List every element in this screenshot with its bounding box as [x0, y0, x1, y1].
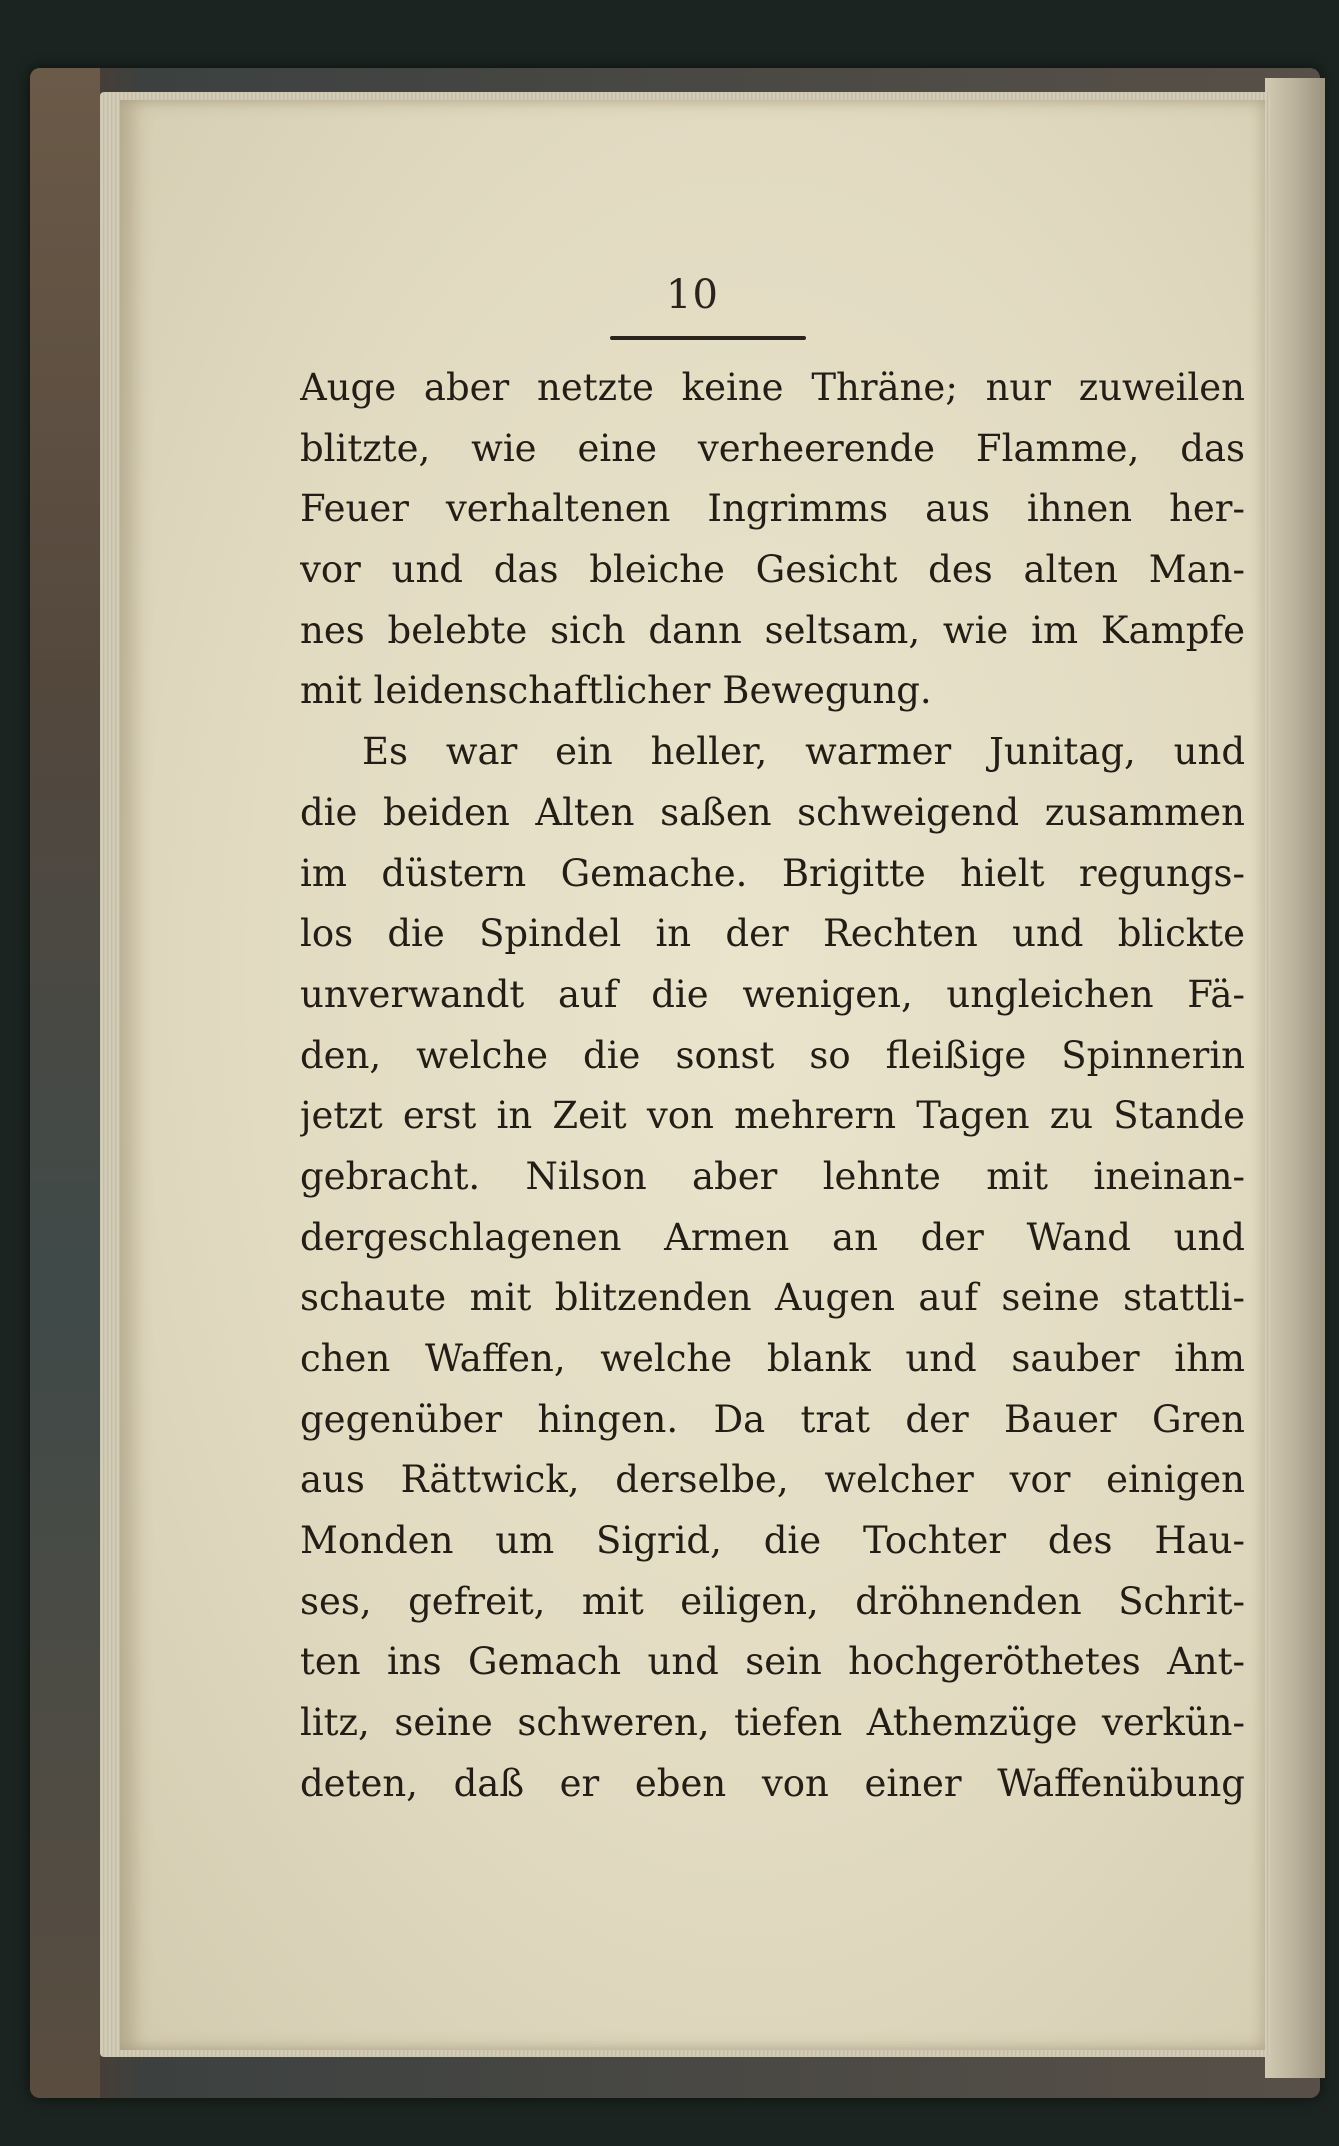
- text-line: vor und das bleiche Gesicht des alten Man-: [300, 548, 1245, 592]
- text-line: mit leidenschaftlicher Bewegung.: [300, 669, 932, 713]
- text-line: dergeschlagenen Armen an der Wand und: [300, 1215, 1245, 1259]
- book-spine: [30, 68, 100, 2098]
- text-line: chen Waffen, welche blank und sauber ihm: [300, 1337, 1245, 1380]
- text-line: unverwandt auf die wenigen, ungleichen Fä-: [300, 972, 1245, 1016]
- text-line: los die Spindel in der Rechten und blickte: [300, 912, 1245, 956]
- text-line: gegenüber hingen. Da trat der Bauer Gren: [300, 1397, 1245, 1441]
- text-line: im düstern Gemache. Brigitte hielt regungs-: [300, 851, 1245, 895]
- text-line: ses, gefreit, mit eiligen, dröhnenden Schrit-: [300, 1579, 1245, 1623]
- text-line: ten ins Gemach und sein hochgeröthetes Ant-: [300, 1640, 1245, 1684]
- text-line: blitzte, wie eine verheerende Flamme, das: [300, 426, 1245, 470]
- page-number-rule: [610, 336, 806, 340]
- page-number: 10: [666, 272, 719, 318]
- book-page: [120, 100, 1265, 2050]
- text-line: Monden um Sigrid, die Tochter des Hau-: [300, 1519, 1245, 1563]
- text-line: aus Rättwick, derselbe, welcher vor einigen: [300, 1458, 1245, 1502]
- text-line: die beiden Alten saßen schweigend zusammen: [300, 790, 1245, 834]
- text-line: jetzt erst in Zeit von mehrern Tagen zu Stande: [300, 1094, 1245, 1138]
- text-line: den, welche die sonst so fleißige Spinnerin: [300, 1033, 1245, 1077]
- text-line: gebracht. Nilson aber lehnte mit ineinan-: [300, 1154, 1245, 1198]
- text-line: Feuer verhaltenen Ingrimms aus ihnen her-: [300, 487, 1245, 531]
- text-line: Auge aber netzte keine Thräne; nur zuweilen: [300, 366, 1245, 409]
- text-line: litz, seine schweren, tiefen Athemzüge verkün-: [300, 1701, 1245, 1745]
- text-line: deten, daß er eben von einer Waffenübung: [300, 1761, 1245, 1805]
- text-line: Es war ein heller, warmer Junitag, und: [362, 730, 1245, 774]
- text-line: schaute mit blitzenden Augen auf seine stattli-: [300, 1276, 1245, 1320]
- page-block-edge: [1265, 78, 1325, 2078]
- page-text: [300, 358, 1245, 1815]
- text-line: nes belebte sich dann seltsam, wie im Kampfe: [300, 608, 1245, 652]
